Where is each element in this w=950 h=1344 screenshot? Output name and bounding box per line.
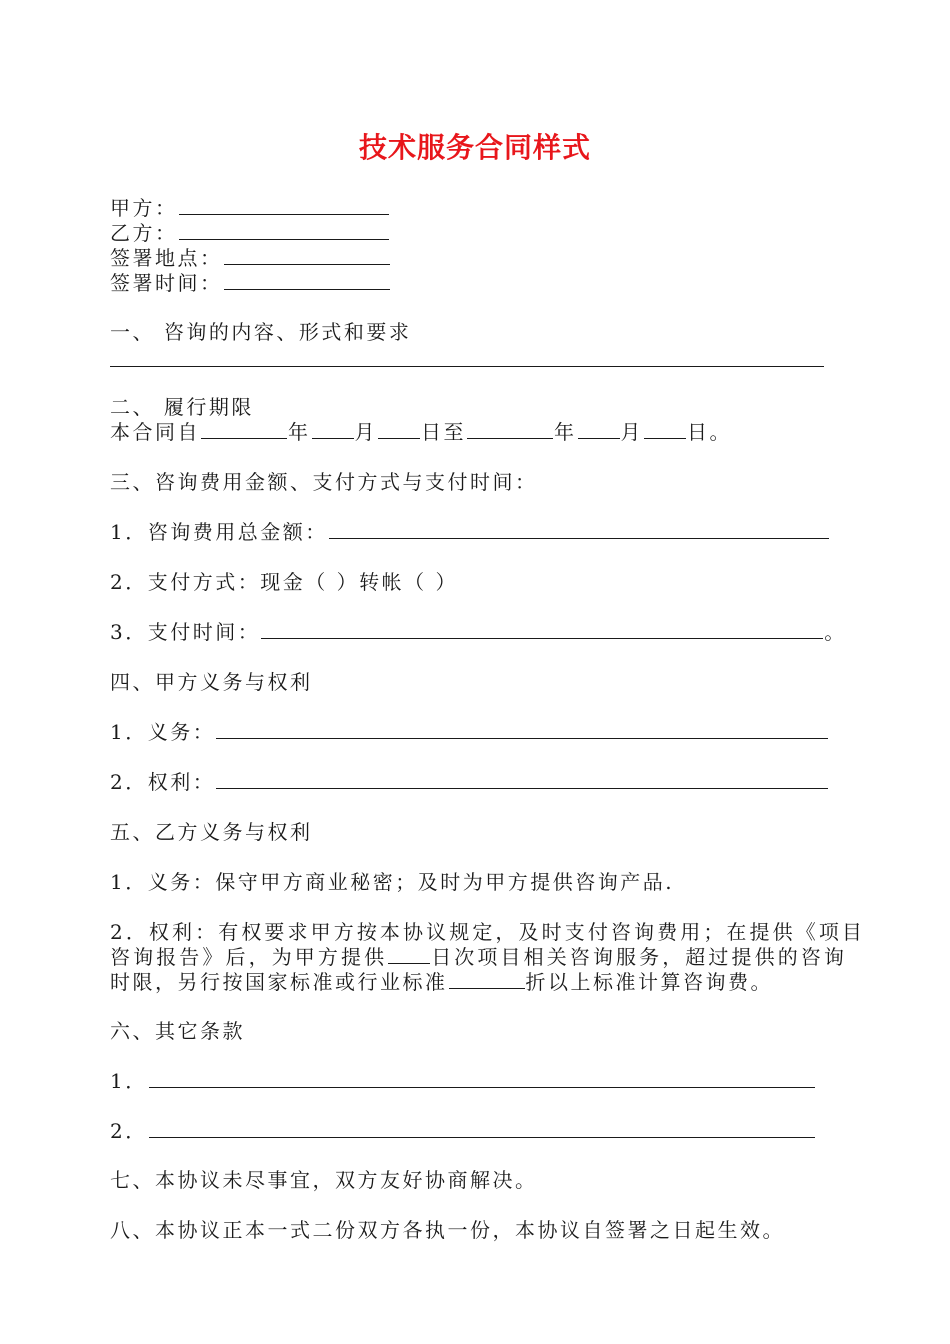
section-1-heading: 一、 咨询的内容、形式和要求 — [110, 320, 412, 344]
section-4-heading: 四、甲方义务与权利 — [110, 670, 313, 694]
section-6-heading: 六、其它条款 — [110, 1019, 245, 1043]
section-5-heading: 五、乙方义务与权利 — [110, 820, 313, 844]
party-b-label: 乙方： — [110, 221, 178, 245]
payment-method-line: 2．支付方式：现金（ ）转帐（ ） — [110, 570, 458, 594]
term-from-text: 本合同自 — [110, 420, 200, 444]
section-2-heading: 二、 履行期限 — [110, 395, 254, 419]
term-line — [110, 420, 732, 444]
document-title: 技术服务合同样式 — [358, 131, 591, 164]
party-b-right-line-2 — [110, 945, 847, 969]
other-clause-1-label: 1． — [110, 1069, 148, 1093]
year-text-2: 年 — [554, 420, 577, 444]
day-end-text: 日。 — [687, 420, 732, 444]
other-clause-2-blank — [149, 1119, 815, 1138]
party-b-right-text-2a: 咨询报告》后，为甲方提供 — [110, 945, 388, 969]
fee-amount-label: 1．咨询费用总金额： — [110, 520, 328, 544]
sign-place-label: 签署地点： — [110, 246, 223, 270]
month-text: 月 — [354, 420, 377, 444]
sign-time-blank — [224, 271, 390, 290]
end-month-blank — [578, 420, 620, 439]
party-a-blank — [179, 196, 389, 215]
party-b-right-line-3 — [110, 970, 773, 994]
party-a-right-blank — [216, 770, 828, 789]
other-clause-1-line — [110, 1069, 816, 1093]
party-b-right-text-3a: 时限，另行按国家标准或行业标准 — [110, 970, 448, 994]
party-a-duty-label: 1．义务： — [110, 720, 216, 744]
other-clause-1-blank — [149, 1069, 815, 1088]
payment-time-end: 。 — [824, 620, 847, 644]
month-text-2: 月 — [620, 420, 643, 444]
party-a-label: 甲方： — [110, 196, 178, 220]
end-year-blank — [467, 420, 553, 439]
party-a-duty-blank — [216, 720, 828, 739]
payment-time-blank — [261, 620, 823, 639]
sign-place-blank — [224, 246, 390, 265]
section-7-text: 七、本协议未尽事宜，双方友好协商解决。 — [110, 1168, 538, 1192]
section-8-text: 八、本协议正本一式二份双方各执一份，本协议自签署之日起生效。 — [110, 1218, 785, 1242]
party-b-right-line-1: 2．权利：有权要求甲方按本协议规定，及时支付咨询费用；在提供《项目 — [110, 920, 866, 944]
party-b-line — [110, 221, 390, 245]
party-a-line — [110, 196, 390, 220]
party-b-right-text-3b: 折以上标准计算咨询费。 — [525, 970, 773, 994]
service-days-blank — [388, 945, 430, 964]
party-b-blank — [179, 221, 389, 240]
party-b-duty-line: 1．义务：保守甲方商业秘密；及时为甲方提供咨询产品. — [110, 870, 675, 894]
sign-time-label: 签署时间： — [110, 271, 223, 295]
day-to-text: 日至 — [421, 420, 466, 444]
sign-time-line — [110, 271, 391, 295]
section-3-heading: 三、咨询费用金额、支付方式与支付时间： — [110, 470, 538, 494]
end-day-blank — [644, 420, 686, 439]
other-clause-2-line — [110, 1119, 816, 1143]
start-month-blank — [312, 420, 354, 439]
section-1-blank-rule — [110, 366, 824, 367]
fee-amount-blank — [329, 520, 829, 539]
start-year-blank — [201, 420, 287, 439]
discount-blank — [449, 970, 525, 989]
other-clause-2-label: 2． — [110, 1119, 148, 1143]
start-day-blank — [378, 420, 420, 439]
party-b-right-text-2b: 日次项目相关咨询服务，超过提供的咨询 — [431, 945, 848, 969]
fee-amount-line — [110, 520, 830, 544]
party-a-right-label: 2．权利： — [110, 770, 216, 794]
sign-place-line — [110, 246, 391, 270]
party-a-right-line — [110, 770, 829, 794]
party-a-duty-line — [110, 720, 829, 744]
year-text: 年 — [288, 420, 311, 444]
payment-time-label: 3．支付时间： — [110, 620, 261, 644]
payment-time-line — [110, 620, 847, 644]
